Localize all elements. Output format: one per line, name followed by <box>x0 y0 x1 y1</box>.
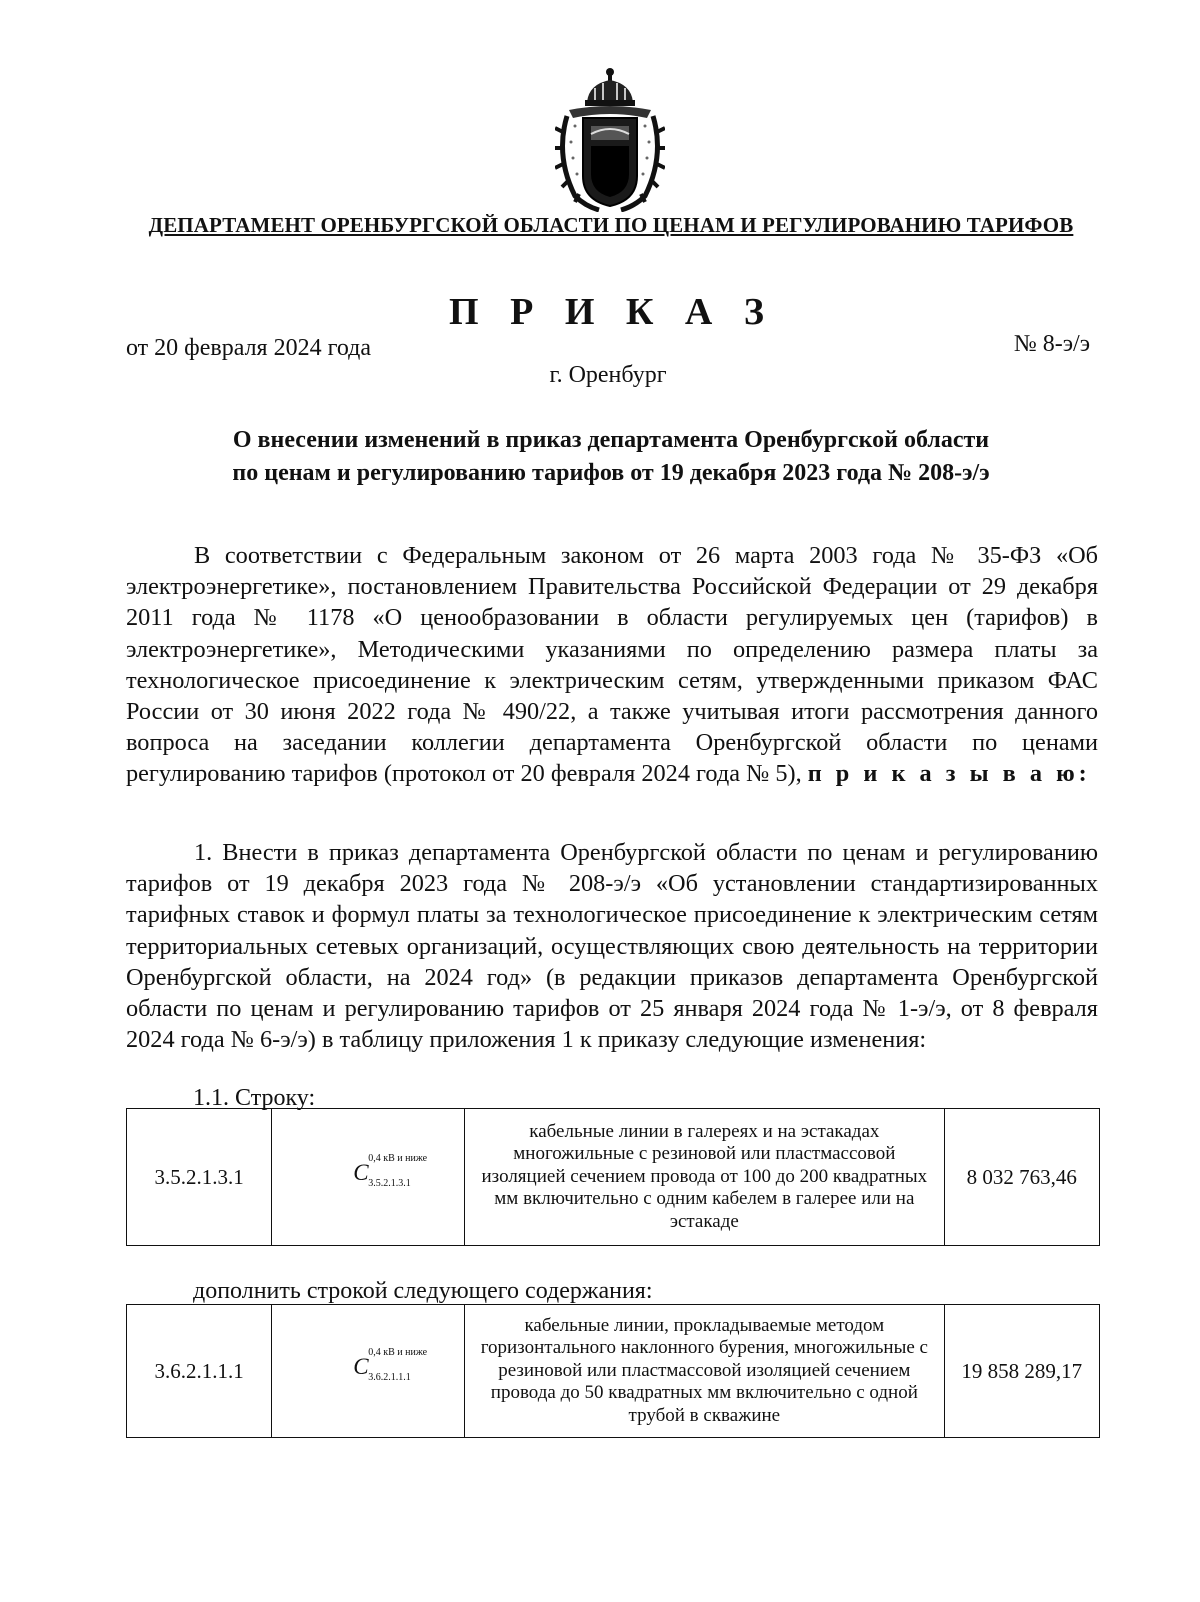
subject-line-2: по ценам и регулированию тарифов от 19 декабря 2023 года № 208-э/э <box>232 460 990 486</box>
coat-of-arms-emblem <box>555 66 665 212</box>
order-word: п р и к а з ы в а ю: <box>807 760 1091 788</box>
formula-superscript: 0,4 кВ и ниже <box>368 1153 428 1164</box>
formula <box>313 1153 428 1192</box>
city: г. Оренбург <box>549 362 667 388</box>
preamble-text: В соответствии с Федеральным законом от 26 марта 2003 года № 35-ФЗ «Об электроэнергетике», постановлением Правительства Российской Федерации от 29 декабря 2011 года № 1178 «О ценообразовании в области регулируемых цен (тарифов) в электроэнергетике», Методическими указаниями по определению размера платы за технологическое присоединение к электрическим сетям, утвержденными приказом ФАС России от 30 июня 2022 года № 490/22, а также учитывая итоги рассмотрения данного вопроса на заседании коллегии департамента Оренбургской области по ценами регулированию тарифов (протокол от 20 февраля 2024 года № 5), <box>126 542 1098 788</box>
clause-1-1-label: 1.1. Строку: <box>193 1085 316 1111</box>
row-description: кабельные линии в галереях и на эстакадах многожильные с резиновой или пластмассовой изоляцией сечением провода от 100 до 200 квадратных мм включительно с одним кабелем в галерее или на эстакаде <box>465 1109 944 1246</box>
order-date: от 20 февраля 2024 года <box>126 335 372 361</box>
clause-1-paragraph: 1. Внести в приказ департамента Оренбургской области по ценам и регулированию тарифов от 19 декабря 2023 года № 208-э/э «Об установлении стандартизированных тарифных ставок и формул платы за технологическое присоединение к электрическим сетям территориальных сетевых организаций, осуществляющих свою деятельность на территории Оренбургской области, на 2024 год» (в редакции приказов департамента Оренбургской области по ценам и регулированию тарифов от 25 января 2024 года № 1-э/э, от 8 февраля 2024 года № 6-э/э) в таблицу приложения 1 к приказу следующие изменения: <box>126 839 1098 1054</box>
clause-add-label: дополнить строкой следующего содержания: <box>193 1278 653 1304</box>
preamble-paragraph <box>126 540 1098 790</box>
row-description: кабельные линии, прокладываемые методом горизонтального наклонного бурения, многожильные с резиновой или пластмассовой изоляцией сечением провода до 50 квадратных мм включительно с одной трубой в скважине <box>465 1305 944 1438</box>
subject-line-1: О внесении изменений в приказ департамента Оренбургской области <box>232 427 990 453</box>
row-value: 8 032 763,46 <box>944 1109 1099 1246</box>
tariff-table-existing <box>126 1108 1100 1246</box>
document-type: П Р И К А З <box>449 291 775 333</box>
row-value: 19 858 289,17 <box>944 1305 1099 1438</box>
row-formula <box>272 1109 465 1246</box>
formula-base: C <box>353 1160 369 1185</box>
row-formula <box>272 1305 465 1438</box>
formula-subscript: 3.5.2.1.3.1 <box>368 1178 411 1189</box>
table-row <box>127 1109 1100 1246</box>
row-code: 3.5.2.1.3.1 <box>127 1109 272 1246</box>
order-number: № 8-э/э <box>1013 331 1090 357</box>
table-row <box>127 1305 1100 1438</box>
formula-subscript: 3.6.2.1.1.1 <box>368 1372 411 1383</box>
tariff-table-added <box>126 1304 1100 1438</box>
formula-superscript: 0,4 кВ и ниже <box>368 1347 428 1358</box>
formula-base: C <box>353 1354 369 1379</box>
formula <box>313 1347 428 1386</box>
order-subject <box>126 424 1096 490</box>
department-name: ДЕПАРТАМЕНТ ОРЕНБУРГСКОЙ ОБЛАСТИ ПО ЦЕНАМ И РЕГУЛИРОВАНИЮ ТАРИФОВ <box>148 213 1074 237</box>
row-code: 3.6.2.1.1.1 <box>127 1305 272 1438</box>
